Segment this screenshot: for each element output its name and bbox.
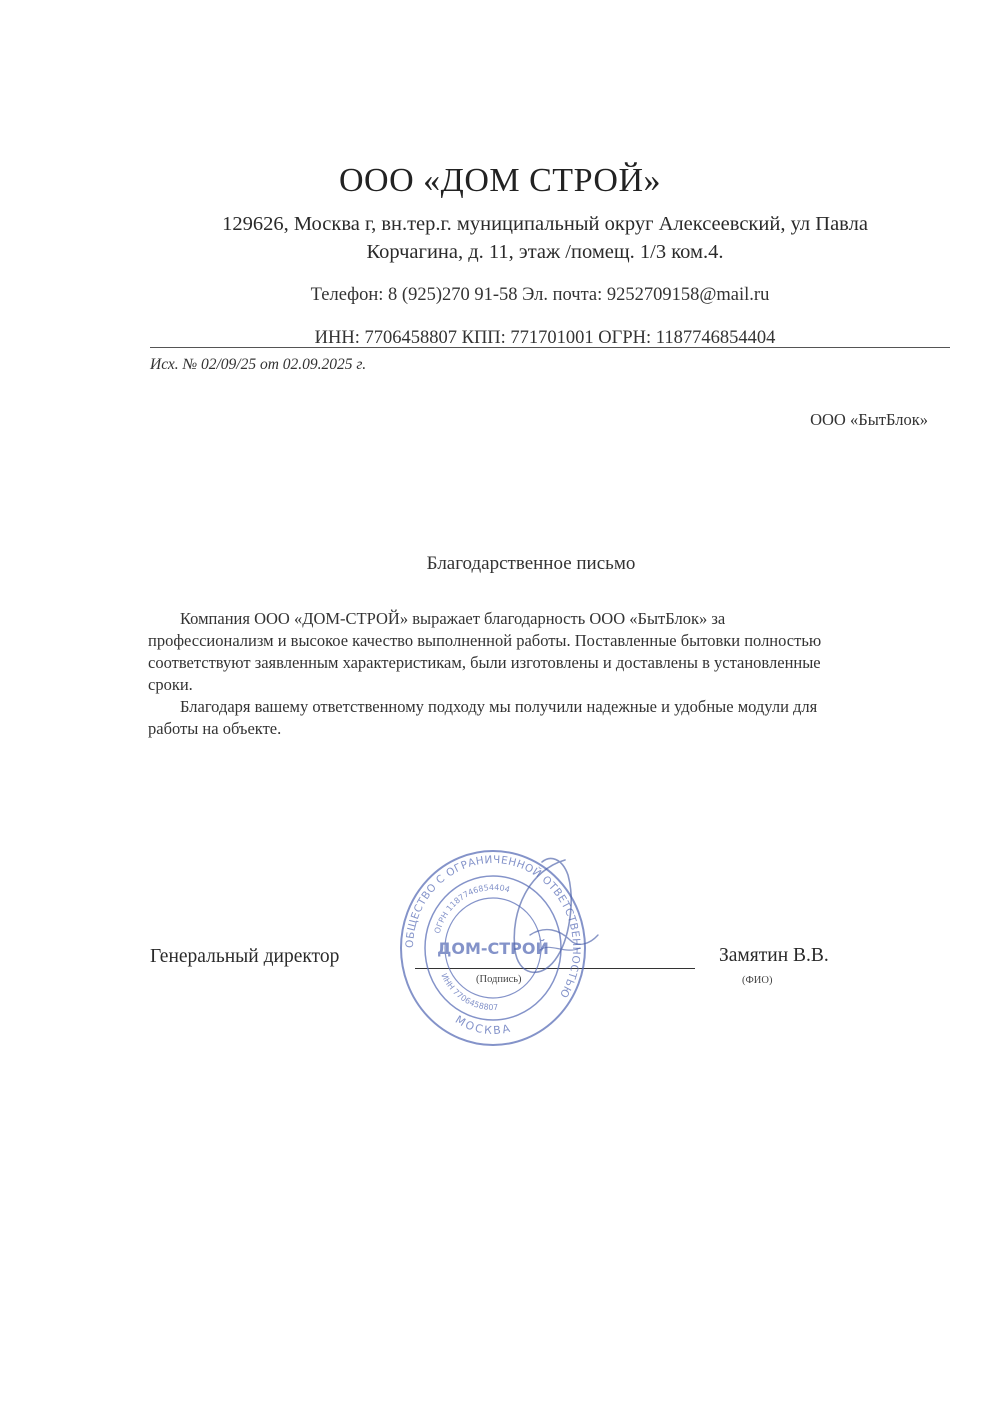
- address-line-1: 129626, Москва г, вн.тер.г. муниципальный округ Алексеевский, ул Павла: [222, 213, 868, 235]
- outgoing-reference: Исх. № 02/09/25 от 02.09.2025 г.: [150, 356, 367, 373]
- signatory-role: Генеральный директор: [150, 946, 340, 967]
- paragraph-2-line-2: работы на объекте.: [148, 719, 282, 738]
- paragraph-1-line-2: профессионализм и высокое качество выполненной работы. Поставленные бытовки полностью: [148, 631, 822, 650]
- company-name: ООО «ДОМ СТРОЙ»: [338, 162, 662, 199]
- paragraph-1-line-4: сроки.: [148, 675, 193, 694]
- company-contacts: Телефон: 8 (925)270 91-58 Эл. почта: 9252709158@mail.ru: [310, 285, 770, 305]
- seal-center-text: ДОМ-СТРОЙ: [437, 939, 549, 958]
- seal-outer-text: ОБЩЕСТВО С ОГРАНИЧЕННОЙ ОТВЕТСТВЕННОСТЬЮ: [403, 853, 583, 1000]
- seal-inner-top-text: ОГРН 1187746854404: [432, 882, 511, 935]
- signatory-name: Замятин В.В.: [719, 945, 829, 966]
- name-caption: (ФИО): [742, 975, 773, 986]
- svg-text:МОСКВА: [453, 1013, 513, 1037]
- paragraph-1-line-3: соответствуют заявленным характеристикам, были изготовлены и доставлены в установленные: [148, 653, 821, 672]
- recipient: ООО «БытБлок»: [810, 410, 928, 429]
- signature-caption: (Подпись): [476, 974, 522, 985]
- paragraph-1-line-1: Компания ООО «ДОМ-СТРОЙ» выражает благодарность ООО «БытБлок» за: [180, 609, 726, 628]
- seal-inner-bottom-text: ИНН 7706458807: [439, 971, 499, 1013]
- company-requisites: ИНН: 7706458807 КПП: 771701001 ОГРН: 1187746854404: [314, 328, 776, 348]
- letter-title: Благодарственное письмо: [426, 553, 636, 574]
- seal-city-text: МОСКВА: [452, 1012, 514, 1038]
- address-line-2: Корчагина, д. 11, этаж /помещ. 1/3 ком.4.: [366, 241, 724, 263]
- paragraph-2-line-1: Благодаря вашему ответственному подходу мы получили надежные и удобные модули для: [180, 697, 818, 716]
- handwritten-signature: [470, 840, 620, 990]
